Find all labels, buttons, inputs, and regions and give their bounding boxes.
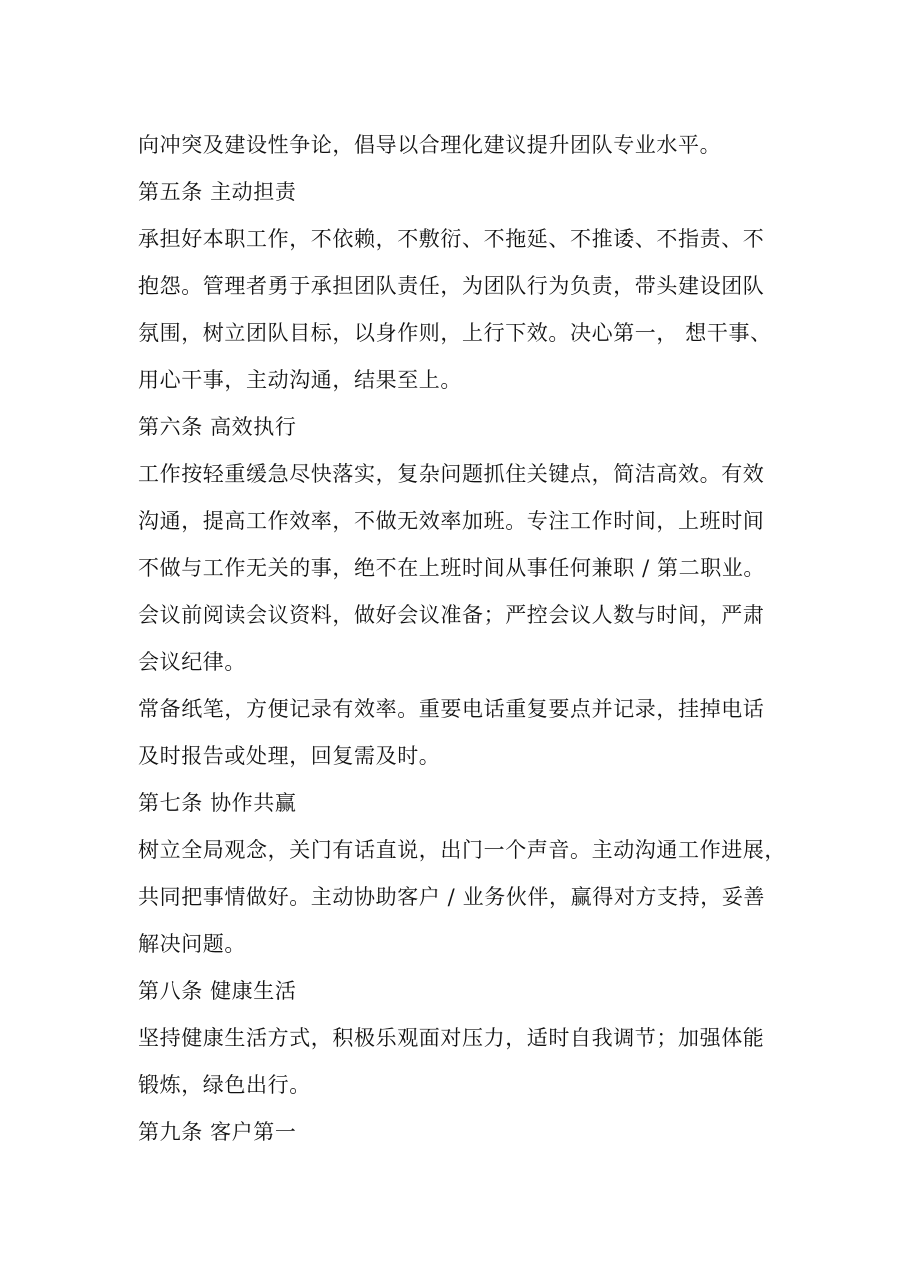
paragraph-line: 工作按轻重缓急尽快落实，复杂问题抓住关键点，简洁高效。有效 bbox=[138, 462, 765, 486]
paragraph-line: 向冲突及建设性争论，倡导以合理化建议提升团队专业水平。 bbox=[138, 133, 722, 157]
paragraph-line: 常备纸笔，方便记录有效率。重要电话重复要点并记录，挂掉电话 bbox=[138, 697, 765, 721]
paragraph-line: 不做与工作无关的事，绝不在上班时间从事任何兼职 / 第二职业。 bbox=[138, 556, 766, 580]
paragraph-line: 会议纪律。 bbox=[138, 650, 246, 674]
document-body bbox=[138, 122, 788, 1156]
paragraph-line: 坚持健康生活方式，积极乐观面对压力，适时自我调节；加强体能 bbox=[138, 1026, 765, 1050]
paragraph-line: 会议前阅读会议资料，做好会议准备；严控会议人数与时间，严肃 bbox=[138, 603, 765, 627]
article-heading: 第八条 健康生活 bbox=[138, 979, 297, 1003]
article-heading: 第七条 协作共赢 bbox=[138, 791, 297, 815]
paragraph-line: 用心干事，主动沟通，结果至上。 bbox=[138, 368, 462, 392]
article-heading: 第九条 客户第一 bbox=[138, 1120, 297, 1144]
paragraph-line: 解决问题。 bbox=[138, 932, 246, 956]
paragraph-line: 锻炼，绿色出行。 bbox=[138, 1073, 311, 1097]
paragraph-line: 抱怨。管理者勇于承担团队责任，为团队行为负责，带头建设团队 bbox=[138, 274, 765, 298]
article-heading: 第六条 高效执行 bbox=[138, 415, 297, 439]
paragraph-line: 树立全局观念，关门有话直说，出门一个声音。主动沟通工作进展， bbox=[138, 838, 786, 862]
paragraph-line: 氛围，树立团队目标，以身作则，上行下效。决心第一， 想干事、 bbox=[138, 321, 772, 345]
paragraph-line: 承担好本职工作，不依赖，不敷衍、不拖延、不推诿、不指责、不 bbox=[138, 227, 765, 251]
article-heading: 第五条 主动担责 bbox=[138, 180, 297, 204]
paragraph-line: 沟通，提高工作效率，不做无效率加班。专注工作时间，上班时间 bbox=[138, 509, 765, 533]
paragraph-line: 共同把事情做好。主动协助客户 / 业务伙伴，赢得对方支持，妥善 bbox=[138, 885, 766, 909]
paragraph-line: 及时报告或处理，回复需及时。 bbox=[138, 744, 441, 768]
